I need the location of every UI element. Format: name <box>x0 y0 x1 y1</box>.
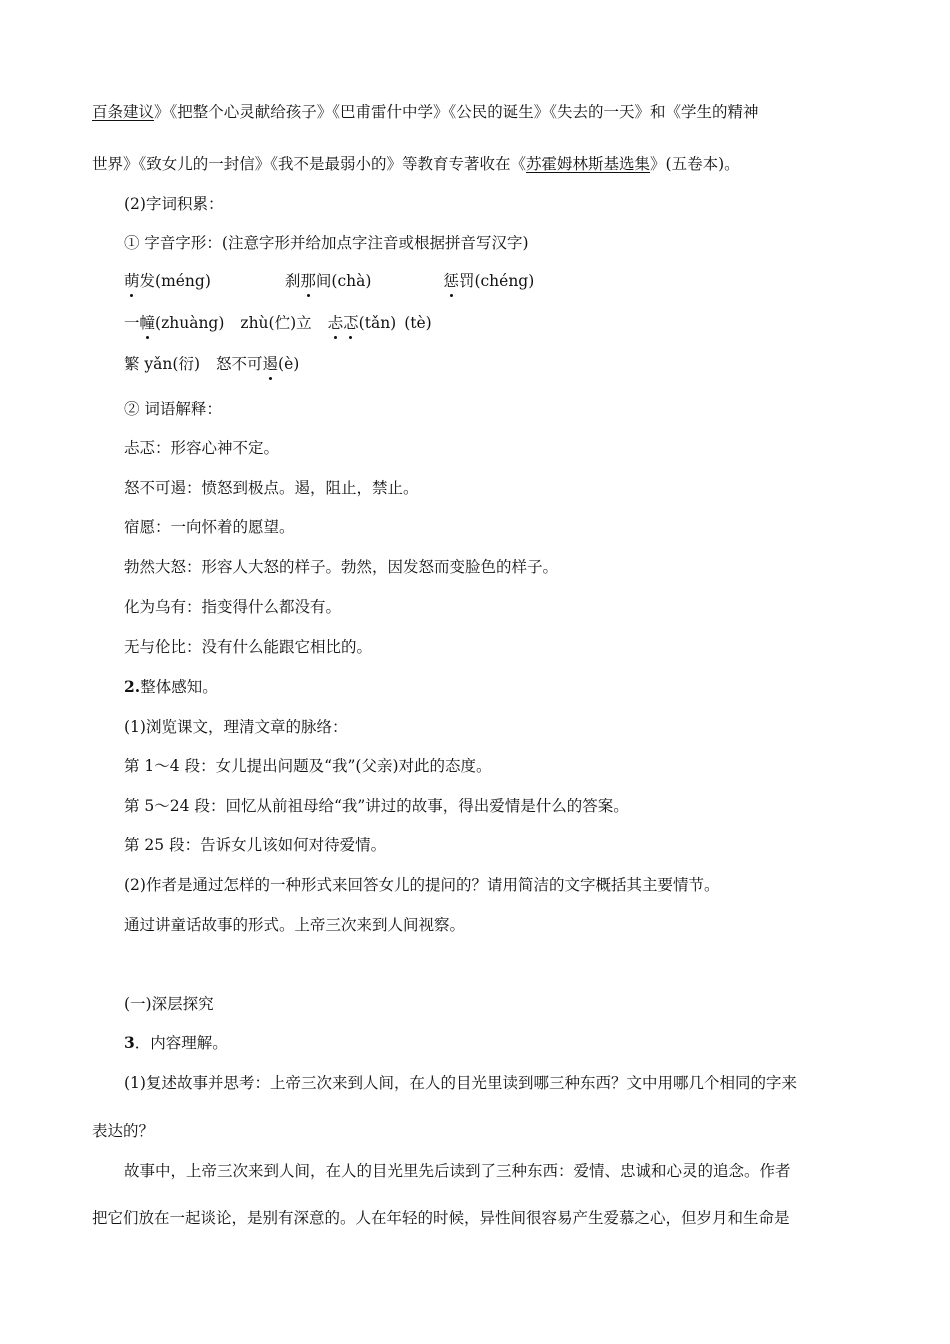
definition-line: 无与伦比：没有什么能跟它相比的。 <box>124 638 373 656</box>
vocab-row-3 <box>124 353 862 375</box>
vocab-subheading-definitions: ② 词语解释： <box>124 400 222 418</box>
vocab-item: 罚(chéng) <box>458 272 535 290</box>
section-title: 整体感知。 <box>140 678 218 696</box>
vocab-item: (zhuàng) <box>155 314 225 332</box>
dotted-char: 遏 <box>262 355 279 373</box>
intro-text: 》(五卷本)。 <box>650 155 740 173</box>
answer-line: 故事中，上帝三次来到人间，在人的目光里先后读到了三种东西：爱情、忠诚和心灵的追念。作者 <box>124 1162 791 1180</box>
book-title-underlined: 百条建议 <box>92 103 155 121</box>
dotted-char: 忑 <box>343 314 359 332</box>
vocab-item: (tǎn) <box>358 314 397 332</box>
vocab-item: (tè) <box>404 314 432 332</box>
dotted-char: 忐 <box>327 314 344 332</box>
vocab-item: (è) <box>278 355 300 373</box>
vocab-item: 一 <box>124 314 140 332</box>
definition-line: 怒不可遏：愤怒到极点。遏，阻止，禁止。 <box>124 479 419 497</box>
structure-line: 第 5～24 段：回忆从前祖母给“我”讲过的故事，得出爱情是什么的答案。 <box>124 797 629 815</box>
section-heading-overview <box>124 676 862 698</box>
intro-text: 》《把整个心灵献给孩子》《巴甫雷什中学》《公民的诞生》《失去的一天》和《学生的精神 <box>154 103 759 121</box>
vocab-item: zhù(伫)立 <box>240 314 312 332</box>
structure-line: 第 25 段：告诉女儿该如何对待爱情。 <box>124 836 387 854</box>
vocab-item: 间(chà) <box>315 272 372 290</box>
question-line: (2)作者是通过怎样的一种形式来回答女儿的提问的？请用简洁的文字概括其主要情节。 <box>124 876 720 894</box>
section-title: ．内容理解。 <box>134 1034 228 1052</box>
vocab-item: 怒不可 <box>216 355 263 373</box>
intro-line-2 <box>92 153 862 175</box>
section-heading-deep: (一)深层探究 <box>124 995 214 1013</box>
definition-line: 化为乌有：指变得什么都没有。 <box>124 598 342 616</box>
dotted-char: 那 <box>300 272 316 290</box>
section-number: 3 <box>124 1033 135 1052</box>
intro-text: 世界》《致女儿的一封信》《我不是最弱小的》等教育专著收在《 <box>92 155 527 173</box>
question-line: (1)浏览课文，理清文章的脉络： <box>124 718 348 736</box>
vocab-row-1 <box>124 270 862 292</box>
dotted-char: 幢 <box>139 314 156 332</box>
dotted-char: 萌 <box>124 272 140 290</box>
intro-line-1 <box>92 101 862 123</box>
question-line: (1)复述故事并思考：上帝三次来到人间，在人的目光里读到哪三种东西？文中用哪几个相同的字来 <box>124 1074 797 1092</box>
answer-line: 通过讲童话故事的形式。上帝三次来到人间视察。 <box>124 916 466 934</box>
definition-line: 宿愿：一向怀着的愿望。 <box>124 518 295 536</box>
dotted-char: 惩 <box>443 272 459 290</box>
structure-line: 第 1～4 段：女儿提出问题及“我”(父亲)对此的态度。 <box>124 757 492 775</box>
definition-line: 忐忑：形容心神不定。 <box>124 439 280 457</box>
answer-line: 把它们放在一起谈论，是别有深意的。人在年轻的时候，异性间很容易产生爱慕之心，但岁月和生命是 <box>92 1209 790 1227</box>
vocab-row-2 <box>124 312 862 334</box>
vocab-item: 发(méng) <box>139 272 211 290</box>
vocab-heading: (2)字词积累： <box>124 195 224 213</box>
section-number: 2. <box>124 677 141 696</box>
question-line-cont: 表达的？ <box>92 1122 155 1140</box>
vocab-subheading-pronunciation: ① 字音字形：(注意字形并给加点字注音或根据拼音写汉字) <box>124 234 529 252</box>
vocab-item: 繁 yǎn(衍) <box>124 355 201 373</box>
collection-title-underlined: 苏霍姆林斯基选集 <box>526 155 651 173</box>
vocab-item: 刹 <box>284 272 301 290</box>
definition-line: 勃然大怒：形容人大怒的样子。勃然，因发怒而变脸色的样子。 <box>124 558 559 576</box>
section-heading-content <box>124 1032 862 1054</box>
